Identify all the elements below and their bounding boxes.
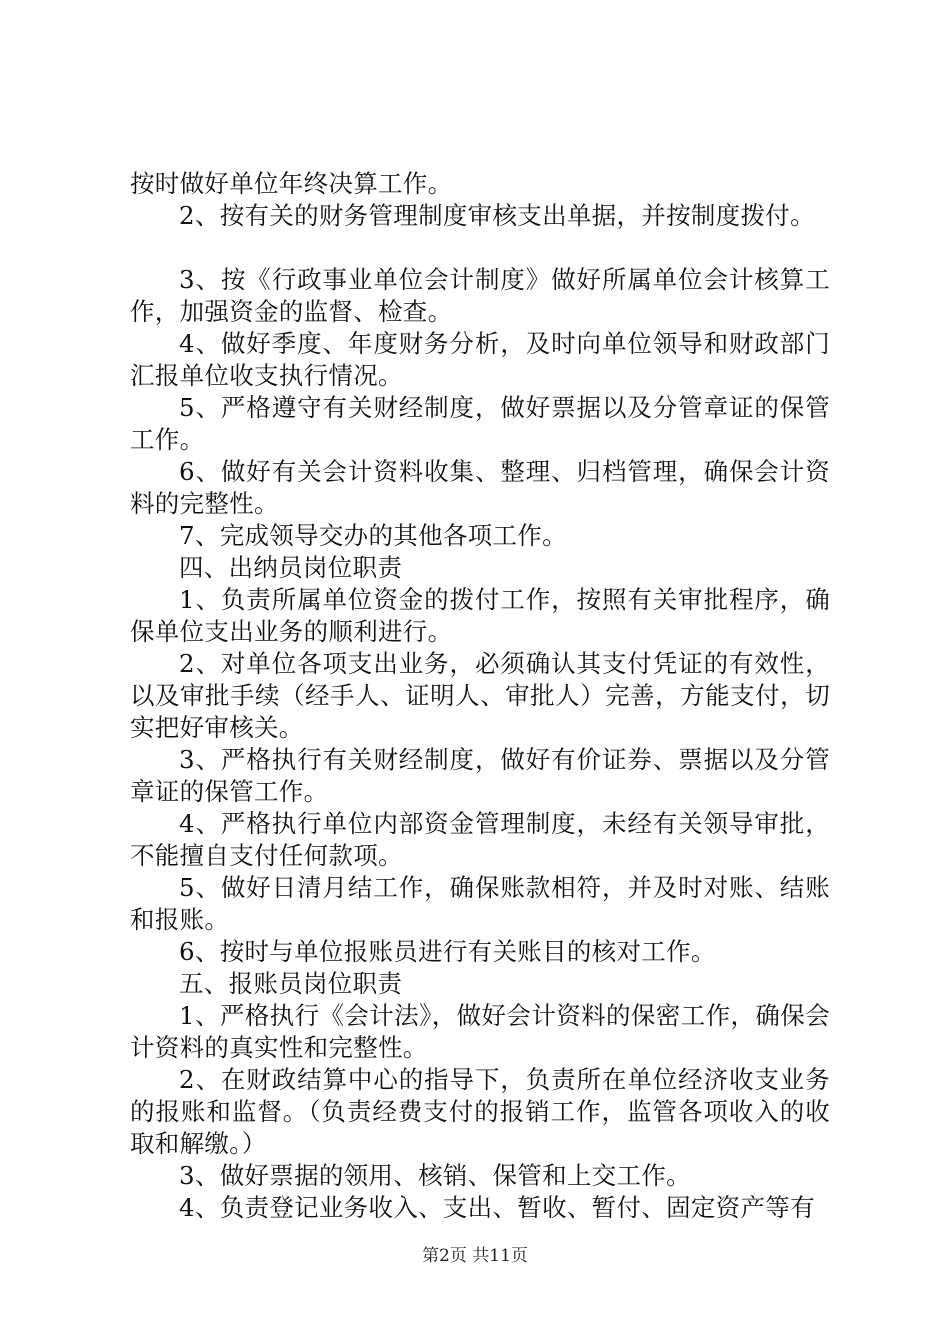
paragraph-cashier-1: 1、负责所属单位资金的拨付工作，按照有关审批程序，确保单位支出业务的顺利进行。	[130, 585, 830, 646]
paragraph-cashier-4: 4、严格执行单位内部资金管理制度，未经有关领导审批，不能擅自支付任何款项。	[130, 809, 830, 870]
paragraph-reimbursement-3: 3、做好票据的领用、核销、保管和上交工作。	[179, 1161, 691, 1190]
paragraph-continuation: 按时做好单位年终决算工作。	[130, 169, 453, 198]
paragraph-item-2: 2、按有关的财务管理制度审核支出单据，并按制度拨付。	[179, 201, 815, 230]
paragraph-item-5: 5、严格遵守有关财经制度，做好票据以及分管章证的保管工作。	[130, 393, 830, 454]
page-number-label: 第2页 共11页	[422, 1246, 528, 1266]
paragraph-cashier-3: 3、严格执行有关财经制度，做好有价证券、票据以及分管章证的保管工作。	[130, 745, 830, 806]
paragraph-cashier-2: 2、对单位各项支出业务，必须确认其支付凭证的有效性，以及审批手续（经手人、证明人、审批人）完善，方能支付，切实把好审核关。	[130, 649, 830, 742]
paragraph-cashier-6: 6、按时与单位报账员进行有关账目的核对工作。	[179, 937, 716, 966]
paragraph-item-4: 4、做好季度、年度财务分析，及时向单位领导和财政部门汇报单位收支执行情况。	[130, 329, 830, 390]
document-body	[130, 168, 830, 1224]
paragraph-cashier-5: 5、做好日清月结工作，确保账款相符，并及时对账、结账和报账。	[130, 873, 830, 934]
paragraph-reimbursement-1: 1、严格执行《会计法》，做好会计资料的保密工作，确保会计资料的真实性和完整性。	[130, 1001, 830, 1062]
page-footer	[0, 1245, 950, 1267]
paragraph-reimbursement-2: 2、在财政结算中心的指导下，负责所在单位经济收支业务的报账和监督。（负责经费支付的报销工作，监管各项收入的收取和解缴。）	[130, 1065, 830, 1158]
paragraph-item-7: 7、完成领导交办的其他各项工作。	[179, 521, 567, 550]
paragraph-item-3: 3、按《行政事业单位会计制度》做好所属单位会计核算工作，加强资金的监督、检查。	[130, 265, 830, 326]
section-heading-reimbursement: 五、报账员岗位职责	[179, 969, 403, 998]
section-heading-cashier: 四、出纳员岗位职责	[179, 553, 403, 582]
paragraph-reimbursement-4: 4、负责登记业务收入、支出、暂收、暂付、固定资产等有	[179, 1193, 815, 1222]
paragraph-item-6: 6、做好有关会计资料收集、整理、归档管理，确保会计资料的完整性。	[130, 457, 830, 518]
